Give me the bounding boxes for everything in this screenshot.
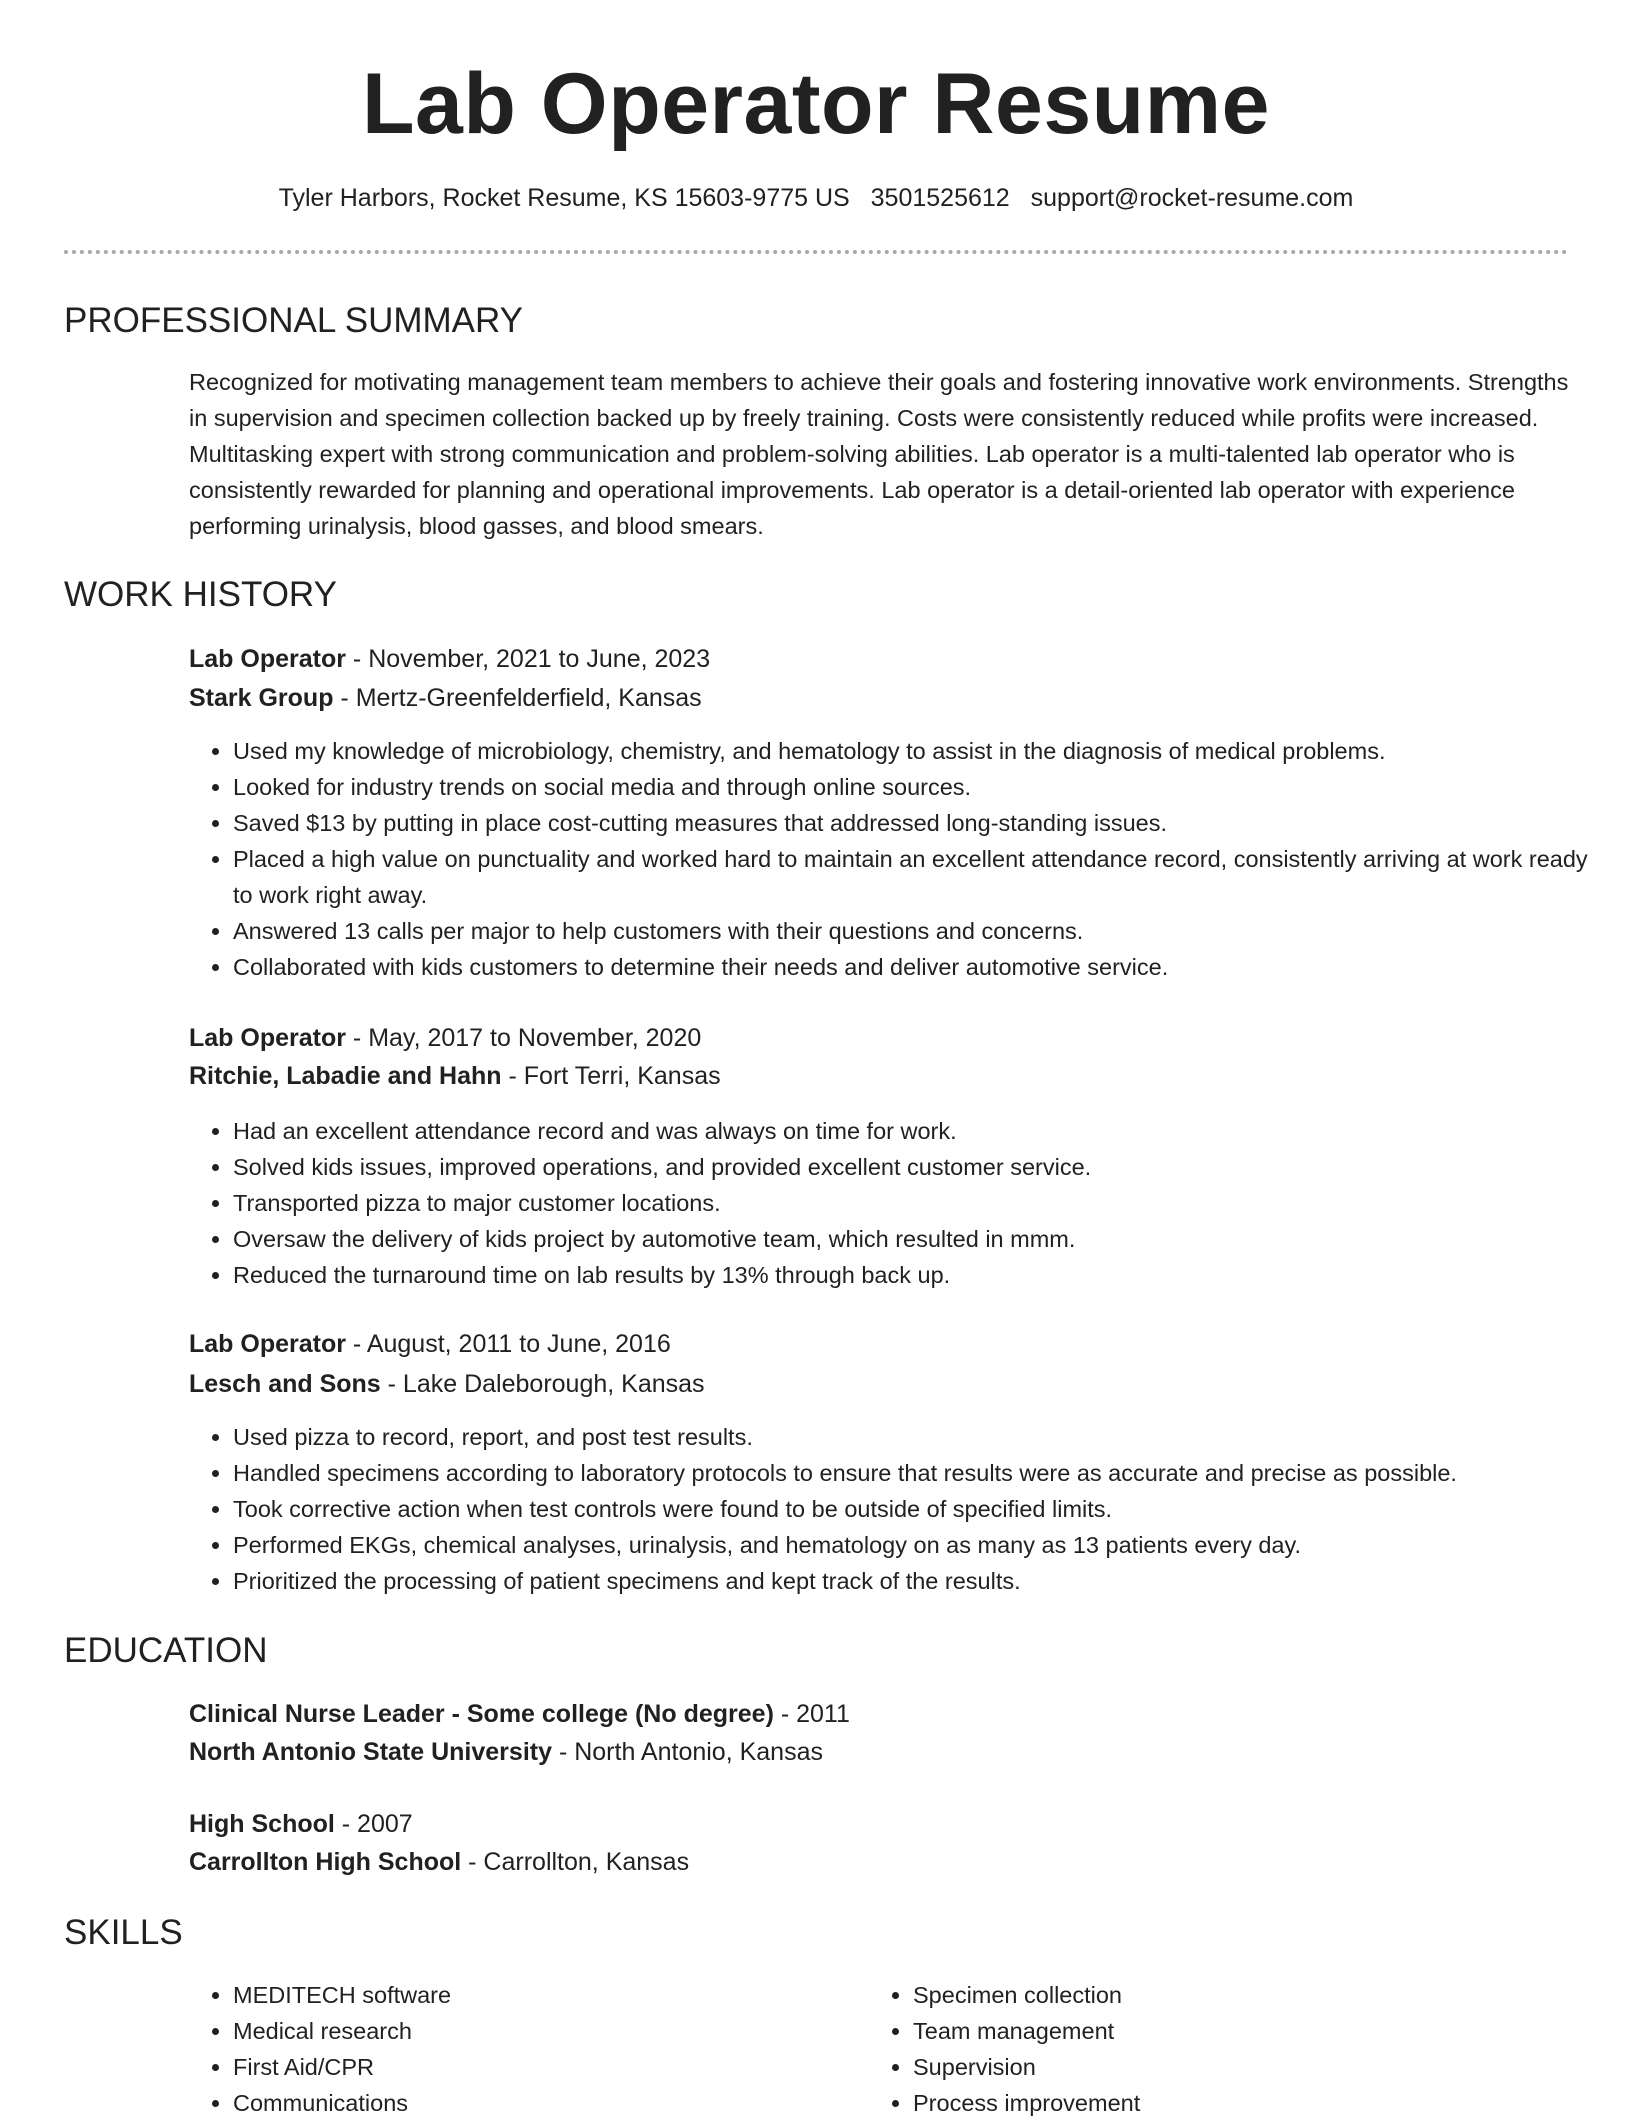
skills-list-left — [189, 1977, 833, 2121]
education-location: - North Antonio, Kansas — [552, 1738, 823, 1766]
list-item: • Had an excellent attendance record and was always on time for work. — [233, 1113, 1613, 1149]
skill-item: • Supervision — [913, 2049, 1513, 2085]
education-degree: Clinical Nurse Leader - Some college (No degree) — [189, 1700, 774, 1728]
job-company: Stark Group — [189, 684, 334, 712]
job-role: Lab Operator — [189, 1024, 346, 1052]
job-location: - Fort Terri, Kansas — [501, 1062, 721, 1090]
job-location: - Mertz-Greenfelderfield, Kansas — [333, 684, 702, 712]
list-item: • Prioritized the processing of patient specimens and kept track of the results. — [233, 1563, 1613, 1599]
education-degree-line — [189, 1696, 850, 1732]
skill-item: • Specimen collection — [913, 1977, 1513, 2013]
skills-list-right — [869, 1977, 1513, 2121]
job-title-line — [189, 1020, 701, 1056]
education-year: - 2011 — [773, 1700, 850, 1728]
list-item: • Used my knowledge of microbiology, chemistry, and hematology to assist in the diagnosis of medical problems. — [233, 733, 1613, 769]
list-item: • Used pizza to record, report, and post test results. — [233, 1419, 1613, 1455]
education-school-line — [189, 1844, 689, 1880]
education-school: Carrollton High School — [189, 1848, 462, 1876]
list-item: • Performed EKGs, chemical analyses, urinalysis, and hematology on as many as 13 patients every day. — [233, 1527, 1613, 1563]
list-item: • Solved kids issues, improved operations, and provided excellent customer service. — [233, 1149, 1613, 1185]
job-company-line — [189, 1058, 721, 1094]
contact-email: support@rocket-resume.com — [1030, 184, 1354, 212]
list-item: • Answered 13 calls per major to help customers with their questions and concerns. — [233, 913, 1613, 949]
skill-item: • Process improvement — [913, 2085, 1513, 2121]
job-bullets — [189, 1113, 1613, 1293]
job-company-line — [189, 1366, 705, 1402]
list-item: • Took corrective action when test controls were found to be outside of specified limits. — [233, 1491, 1613, 1527]
list-item: • Looked for industry trends on social media and through online sources. — [233, 769, 1613, 805]
job-bullets — [189, 1419, 1613, 1599]
skills-heading: SKILLS — [64, 1913, 183, 1952]
education-degree-line — [189, 1806, 413, 1842]
job-dates: - August, 2011 to June, 2016 — [345, 1330, 671, 1358]
contact-address: Tyler Harbors, Rocket Resume, KS 15603-9775 US — [278, 184, 850, 212]
contact-phone: 3501525612 — [870, 184, 1010, 212]
job-bullets — [189, 733, 1613, 985]
list-item: • Placed a high value on punctuality and worked hard to maintain an excellent attendance record, consistently arriving at work ready to work right away. — [233, 841, 1613, 913]
job-title-line — [189, 1326, 671, 1362]
job-company: Lesch and Sons — [189, 1370, 381, 1398]
education-school-line — [189, 1734, 823, 1770]
education-location: - Carrollton, Kansas — [461, 1848, 690, 1876]
list-item: • Reduced the turnaround time on lab results by 13% through back up. — [233, 1257, 1613, 1293]
education-year: - 2007 — [334, 1810, 413, 1838]
resume-title: Lab Operator Resume — [362, 56, 1270, 152]
list-item: • Collaborated with kids customers to determine their needs and deliver automotive service. — [233, 949, 1613, 985]
summary-text: Recognized for motivating management team members to achieve their goals and fostering innovative work environments. Strengths in supervision and specimen collection backed up by freely training. Costs were consistently reduced while profits were increased. Multitasking expert with strong communication and problem-solving abilities. Lab operator is a multi-talented lab operator who is consistently rewarded for planning and operational improvements. Lab operator is a detail-oriented lab operator with experience performing urinalysis, blood gasses, and blood smears. — [189, 369, 1569, 539]
header-divider — [64, 250, 1568, 254]
list-item: • Oversaw the delivery of kids project by automotive team, which resulted in mmm. — [233, 1221, 1613, 1257]
job-company: Ritchie, Labadie and Hahn — [189, 1062, 502, 1090]
job-dates: - May, 2017 to November, 2020 — [345, 1024, 702, 1052]
list-item: • Handled specimens according to laboratory protocols to ensure that results were as accurate and precise as possible. — [233, 1455, 1613, 1491]
list-item: • Saved $13 by putting in place cost-cutting measures that addressed long-standing issues. — [233, 805, 1613, 841]
work-history-heading: WORK HISTORY — [64, 575, 337, 614]
job-role: Lab Operator — [189, 1330, 346, 1358]
job-location: - Lake Daleborough, Kansas — [380, 1370, 705, 1398]
job-title-line — [189, 641, 710, 677]
job-role: Lab Operator — [189, 645, 346, 673]
skill-item: • Medical research — [233, 2013, 833, 2049]
education-heading: EDUCATION — [64, 1631, 268, 1670]
skill-item: • Communications — [233, 2085, 833, 2121]
job-dates: - November, 2021 to June, 2023 — [345, 645, 711, 673]
skill-item: • MEDITECH software — [233, 1977, 833, 2013]
list-item: • Transported pizza to major customer locations. — [233, 1185, 1613, 1221]
education-school: North Antonio State University — [189, 1738, 552, 1766]
education-degree: High School — [189, 1810, 335, 1838]
skill-item: • Team management — [913, 2013, 1513, 2049]
skill-item: • First Aid/CPR — [233, 2049, 833, 2085]
summary-heading: PROFESSIONAL SUMMARY — [64, 301, 523, 340]
job-company-line — [189, 680, 702, 716]
contact-line — [0, 182, 1632, 214]
